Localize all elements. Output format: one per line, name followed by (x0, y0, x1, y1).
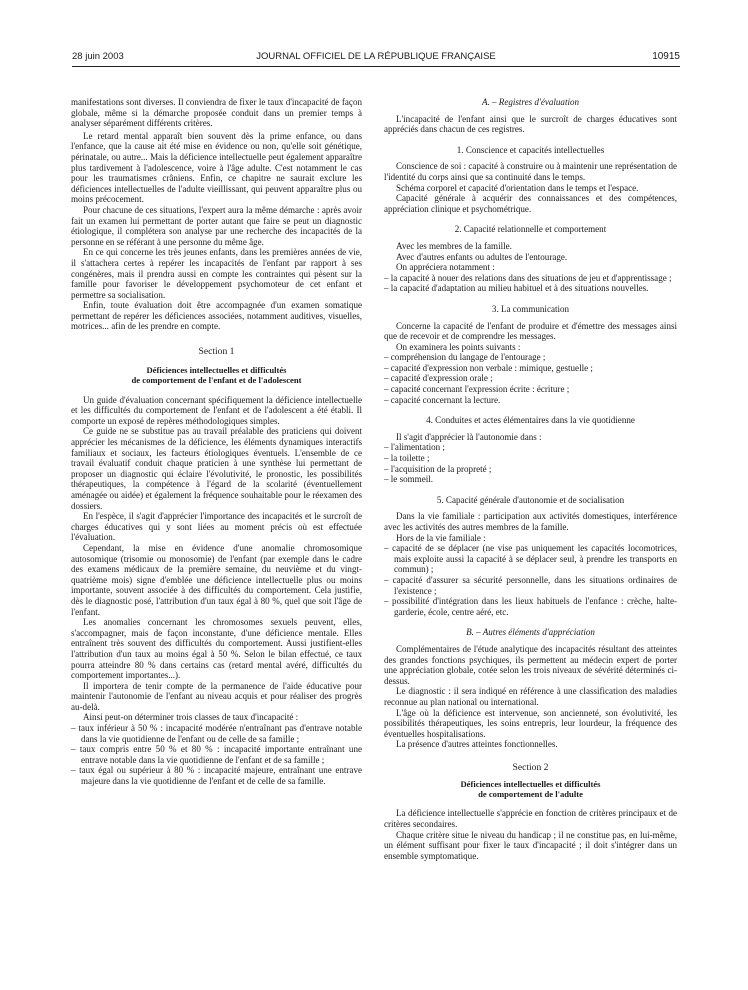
list-item: – la capacité d'adaptation au milieu habituel et à des situations nouvelles. (384, 283, 649, 294)
paragraph: La déficience intellectuelle s'apprécie en fonction de critères principaux et de critères secondaires. (384, 808, 677, 830)
list-item: – capacité concernant la lecture. (384, 394, 501, 405)
paragraph: Les anomalies concernant les chromosomes sexuels peuvent, elles, s'accompagner, mais de façon inconstante, d'une déficience mentale. Elles entraînent très souvent des difficultés du comportement. Aussi justifient-elles l'attribution d'un taux au moins égal à 50 %. Selon le bilan effectué, ce taux pourra atteindre 80 % dans certains cas (retard mental avéré, difficultés du comportement importantes...). (71, 617, 362, 681)
list-item: – capacité d'expression orale ; (384, 373, 493, 384)
subsection-heading: 2. Capacité relationnelle et comportement (454, 224, 607, 235)
paragraph: Capacité générale à acquérir des connaissances et des compétences, appréciation clinique et psychométrique. (384, 193, 677, 214)
paragraph: L'incapacité de l'enfant ainsi que le surcroît de charges éducatives sont appréciés dans chacun de ces registres. (384, 113, 677, 135)
paragraph: En l'espèce, il s'agit d'apprécier l'importance des incapacités et le surcroît de charges éducatives qui y sont liées au moment précis où est effectuée l'évaluation. (71, 511, 362, 543)
paragraph: Il importera de tenir compte de la permanence de l'aide éducative pour maintenir l'autonomie de l'enfant au niveau acquis et pour réaliser des progrès au-delà. (71, 680, 362, 712)
list-item: – capacité d'expression non verbale : mimique, gestuelle ; (384, 362, 593, 373)
list-item: – l'acquisition de la propreté ; (384, 463, 492, 474)
left-column (71, 97, 362, 787)
list-item: – l'alimentation ; (384, 442, 445, 453)
subsection-heading: A. – Registres d'évaluation (481, 97, 580, 107)
paragraph: manifestations sont diverses. Il conviendra de fixer le taux d'incapacité de façon globale, même si la démarche proposée conduit dans un premier temps à analyser séparément différents critères. (71, 97, 362, 129)
paragraph: Dans la vie familiale : participation aux activités domestiques, interférence avec les activités des autres membres de la famille. (384, 511, 677, 532)
paragraph: Le retard mental apparaît bien souvent dès la prime enfance, ou dans l'enfance, que la cause ait été mise en évidence ou non, qu'elle soit génétique, périnatale, ou autre... Mais la déficience intellectuelle peut également apparaître plus tardivement à l'adolescence, voire à l'âge adulte. C'est notamment le cas pour les traumatismes crâniens. Enfin, ce chapitre ne saurait exclure les déficiences intellectuelles de l'adulte vieillissant, qui peuvent apparaître plus ou moins précocement. (71, 130, 362, 205)
paragraph: Avec d'autres enfants ou adultes de l'entourage. (396, 251, 568, 262)
section-title: de comportement de l'enfant et de l'adolescent (131, 374, 302, 385)
header-journal-title: JOURNAL OFFICIEL DE LA RÉPUBLIQUE FRANÇAISE (256, 51, 496, 62)
header-page-number: 10915 (652, 51, 680, 62)
paragraph: Pour chacune de ces situations, l'expert aura la même démarche : après avoir fait un examen lui permettant de porter autant que faire se peut un diagnostic étiologique, il complétera son analyse par une recherche des incapacités de la personne en se référant à une personne du même âge. (71, 204, 362, 247)
list-item: – capacité de se déplacer (ne vise pas uniquement les capacités locomotrices, mais exploite aussi la capacité à se déplacer seul, à prendre les transports en commun) ; (384, 543, 677, 575)
section-title: Déficiences intellectuelles et difficultés (146, 364, 287, 375)
list-item: – la capacité à nouer des relations dans des situations de jeu et d'apprentissage ; (384, 272, 672, 283)
list-item: – le sommeil. (384, 474, 433, 485)
paragraph: Le diagnostic : il sera indiqué en référence à une classification des maladies reconnue au plan national ou international. (384, 686, 677, 707)
page-header (72, 51, 680, 67)
paragraph: Hors de la vie familiale : (396, 532, 486, 543)
list-item: – taux inférieur à 50 % : incapacité modérée n'entraînant pas d'entrave notable dans la vie quotidienne de l'enfant ou de celle de sa famille ; (71, 723, 362, 744)
paragraph: On appréciera notamment : (396, 262, 495, 273)
subsection-heading: 5. Capacité générale d'autonomie et de socialisation (436, 494, 625, 505)
list-item: – compréhension du langage de l'entourage ; (384, 352, 546, 363)
section-title: de comportement de l'adulte (478, 789, 583, 800)
paragraph: Chaque critère situe le niveau du handicap ; il ne constitue pas, en lui-même, un élément suffisant pour fixer le taux d'incapacité ; il doit s'intégrer dans un ensemble symptomatique. (384, 829, 677, 861)
paragraph: Conscience de soi : capacité à construire ou à maintenir une représentation de l'identité du corps ainsi que sa continuité dans le temps. (384, 161, 677, 182)
paragraph: Enfin, toute évaluation doit être accompagnée d'un examen somatique permettant de repérer les déficiences associées, notamment auditives, visuelles, motrices... afin de les prendre en compte. (71, 300, 362, 332)
header-date: 28 juin 2003 (72, 51, 124, 62)
paragraph: L'âge où la déficience est intervenue, son ancienneté, son évolutivité, les possibilités thérapeutiques, les soins entrepris, leur lourdeur, la fréquence des éventuelles hospitalisations. (384, 707, 677, 739)
subsection-heading: 1. Conscience et capacités intellectuelles (456, 144, 605, 155)
paragraph: La présence d'autres atteintes fonctionnelles. (396, 739, 558, 750)
list-item: – capacité d'assurer sa sécurité personnelle, dans les situations ordinaires de l'existence ; (384, 574, 677, 596)
section-heading: Section 1 (198, 346, 235, 358)
paragraph: Cependant, la mise en évidence d'une anomalie chromosomique autosomique (trisomie ou monosomie) de l'enfant (par exemple dans le cadre des examens médicaux de la première semaine, du neuvième et du vingt-quatrième mois) signe d'emblée une déficience intellectuelle plus ou moins importante, souvent associée à des difficultés du comportement. Cela justifie, dès le diagnostic posé, l'attribution d'un taux égal à 80 %, quel que soit l'âge de l'enfant. (71, 542, 362, 617)
list-item: – capacité concernant l'expression écrite : écriture ; (384, 384, 570, 395)
subsection-heading: B. – Autres éléments d'appréciation (466, 627, 595, 638)
list-item: – la toilette ; (384, 453, 430, 464)
section-title: Déficiences intellectuelles et difficultés (460, 779, 601, 790)
paragraph: Ce guide ne se substitue pas au travail préalable des praticiens qui doivent apprécier les mécanismes de la déficience, les éléments dynamiques interactifs familiaux et sociaux, les facteurs étiologiques éventuels. L'ensemble de ce travail évaluatif conduit chaque praticien à une synthèse lui permettant de proposer un diagnostic qui éclaire l'évolutivité, le pronostic, les possibilités thérapeutiques, la compétence à l'égard de la scolarité (éventuellement aménagée ou aidée) et également la fréquence souhaitable pour le réexamen des dossiers. (71, 426, 362, 511)
subsection-heading: 3. La communication (491, 303, 570, 314)
paragraph: Avec les membres de la famille. (396, 240, 512, 251)
section-heading: Section 2 (512, 761, 549, 773)
paragraph: Complémentaires de l'étude analytique des incapacités résultant des atteintes des grandes fonctions psychiques, ils permettent au médecin expert de porter une appréciation globale, cotée selon les trois niveaux de sévérité déterminés ci-dessus. (384, 643, 677, 686)
paragraph: Schéma corporel et capacité d'orientation dans le temps et l'espace. (396, 182, 639, 193)
paragraph: Concerne la capacité de l'enfant de produire et d'émettre des messages ainsi que de recevoir et de comprendre les messages. (384, 320, 677, 342)
list-item: – taux compris entre 50 % et 80 % : incapacité importante entraînant une entrave notable dans la vie quotidienne de l'enfant et de sa famille ; (71, 744, 362, 765)
right-column (384, 97, 677, 861)
paragraph: On examinera les points suivants : (396, 341, 521, 352)
header-rule (72, 66, 680, 67)
list-item: – taux égal ou supérieur à 80 % : incapacité majeure, entraînant une entrave majeure dans la vie quotidienne de l'enfant et de celle de sa famille. (71, 765, 362, 787)
list-item: – possibilité d'intégration dans les lieux habituels de l'enfance : crèche, halte-garderie, école, centre aéré, etc. (384, 596, 677, 617)
paragraph: Un guide d'évaluation concernant spécifiquement la déficience intellectuelle et les difficultés du comportement de l'enfant et de l'adolescent a été établi. Il comporte un exposé de repères méthodologiques simples. (71, 394, 362, 426)
paragraph: Il s'agit d'apprécier là l'autonomie dans : (396, 431, 542, 442)
subsection-heading: 4. Conduites et actes élémentaires dans la vie quotidienne (426, 415, 635, 426)
paragraph: Ainsi peut-on déterminer trois classes de taux d'incapacité : (83, 712, 299, 723)
paragraph: En ce qui concerne les très jeunes enfants, dans les premières années de vie, il s'attachera certes à repérer les incapacités de l'enfant par rapport à ses congénères, mais il prendra aussi en compte les contraintes qui pèsent sur la famille pour favoriser le développement psychomoteur de cet enfant et permettre sa socialisation. (71, 247, 362, 300)
